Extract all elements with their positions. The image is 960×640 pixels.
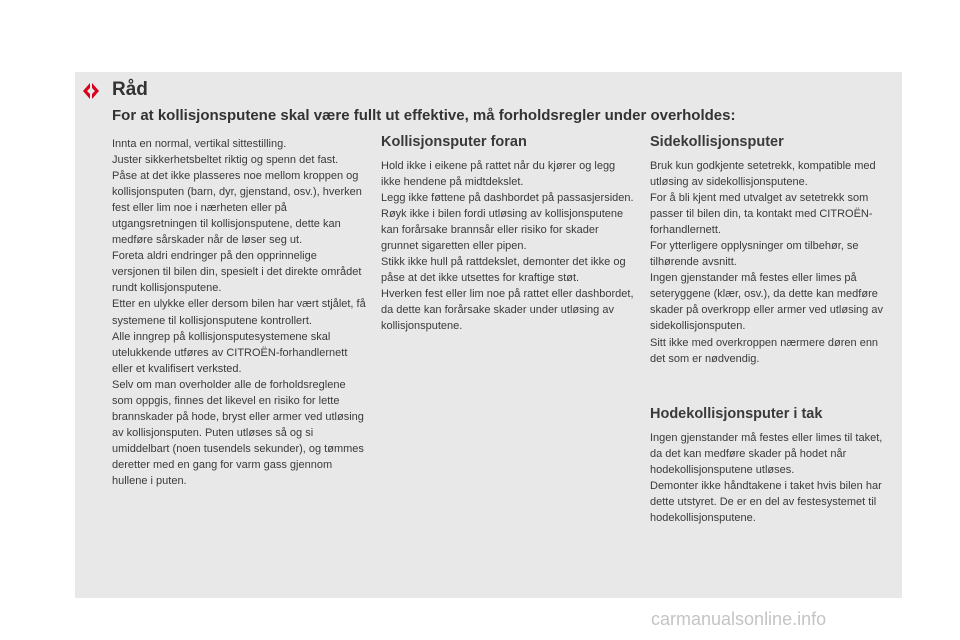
page-title: Råd [112, 79, 148, 100]
curtain-airbags-heading: Hodekollisjonsputer i tak [650, 406, 823, 422]
watermark: carmanualsonline.info [651, 609, 827, 629]
curtain-airbags-section [650, 406, 895, 526]
general-advice-column [112, 136, 367, 489]
page-subtitle: For at kollisjonsputene skal være fullt ut effektive, må forholdsregler under overholdes: [112, 107, 736, 124]
warning-diamond-icon [82, 82, 100, 100]
side-airbags-heading: Sidekollisjonsputer [650, 134, 784, 150]
general-advice-text: Innta en normal, vertikal sittestilling. Juster sikkerhetsbeltet riktig og spenn det fast. Påse at det ikke plasseres noe mellom kroppen og kollisjonsputen (barn, dyr, gjenstand, osv.), hverken fest eller lim noe i nærheten eller på utgangsretningen til kollisjonsputene, dette kan medføre sårskader når de løser seg ut. Foreta aldri endringer på den opprinnelige versjonen til bilen din, spesielt i det direkte området rundt kollisjonsputene. Etter en ulykke eller dersom bilen har vært stjålet, få systemene til kollisjonsputene kontrollert. Alle inngrep på kollisjonsputesystemene skal utelukkende utføres av CITROËN-forhandlernett eller et kvalifisert verksted. Selv om man overholder alle de forholdsreglene som oppgis, finnes det likevel en risiko for lette brannskader på hode, bryst eller armer ved utløsing av kollisjonsputen. Puten utløses så og si umiddelbart (noen tusendels sekunder), og tømmes deretter med en gang for varm gass gjennom hullene i puten. [112, 138, 366, 487]
curtain-airbags-text: Ingen gjenstander må festes eller limes til taket, da det kan medføre skader på hodet når hodekollisjonsputene utløses. Demonter ikke håndtakene i taket hvis bilen har dette utstyret. De er en del av festesystemet til hodekollisjonsputene. [650, 432, 883, 525]
front-airbags-text: Hold ikke i eikene på rattet når du kjører og legg ikke hendene på midtdekslet. Legg ikke føttene på dashbordet på passasjersiden. Røyk ikke i bilen fordi utløsing av kollisjonsputene kan forårsake brannsår eller risiko for skader grunnet sigaretten eller pipen. Stikk ikke hull på rattdekslet, demonter det ikke og påse at det ikke utsettes for kraftige støt. Hverken fest eller lim noe på rattet eller dashbordet, da dette kan forårsake skader under utløsing av kollisjonsputene. [381, 160, 634, 333]
side-airbags-text: Bruk kun godkjente setetrekk, kompatible med utløsing av sidekollisjonsputene. For å bli kjent med utvalget av setetrekk som passer til bilen din, ta kontakt med CITROËN-forhandlernett. For ytterligere opplysninger om tilbehør, se tilhørende avsnitt. Ingen gjenstander må festes eller limes på seteryggene (klær, osv.), da dette kan medføre skader på overkropp eller armer ved utløsing av sidekollisjonsputen. Sitt ikke med overkroppen nærmere døren enn det som er nødvendig. [650, 160, 883, 365]
side-airbags-section [650, 134, 895, 367]
front-airbags-heading: Kollisjonsputer foran [381, 134, 527, 150]
front-airbags-section [381, 134, 636, 335]
